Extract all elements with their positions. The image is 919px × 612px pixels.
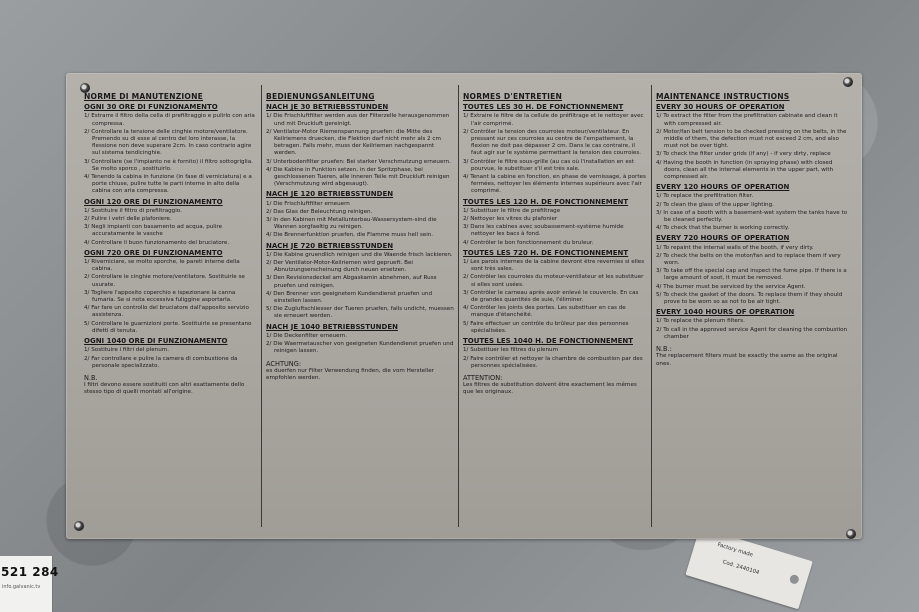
list-item: 4/ Contrôler le bon fonctionnement du bruleur. — [463, 239, 594, 246]
maintenance-plate — [66, 73, 862, 539]
instruction-list — [266, 113, 454, 188]
barcode-sticker — [0, 556, 59, 612]
screw-icon — [843, 77, 853, 87]
list-item: 1/ To replace the prefiltration filter. — [656, 193, 754, 200]
section-heading: TOUTES LES 30 H. DE FONCTIONNEMENT — [463, 103, 624, 112]
screw-icon — [846, 529, 856, 539]
list-item: 2/ To check the belts on the motor/fan and to replace them if very worn. — [656, 252, 841, 267]
section-heading: OGNI 1040 ORE DI FUNZIONAMENTO — [84, 337, 228, 346]
list-item: 1/ Riverniciare, se molto sporche, le pareti interne della cabina. — [84, 259, 240, 273]
list-item: 1/ Estrarre il filtro della cella di prefiltraggio e pulirlo con aria compressa. — [84, 113, 255, 127]
section-heading: TOUTES LES 720 H. DE FONCTIONNEMENT — [463, 248, 629, 257]
list-item: 3/ Negli impianti con basamento ad acqua, pulire accuratamente le vasche — [84, 224, 223, 238]
note-text: Les filtres de substitution doivent être exactement les mêmes que les originaux. — [463, 382, 637, 396]
section-heading: EVERY 30 HOURS OF OPERATION — [656, 103, 785, 112]
list-item: 3/ To check the filter under grids (if any) - if very dirty, replace — [656, 151, 831, 158]
list-item: 2/ Das Glas der Beleuchtung reinigen. — [266, 208, 373, 215]
screw-icon — [74, 521, 84, 531]
section-heading: NACH JE 1040 BETRIEBSSTUNDEN — [266, 322, 398, 331]
section-heading: NACH JE 30 BETRIEBSSTUNDEN — [266, 103, 389, 112]
list-item: 2/ Far controllare e pulire la camera di combustione da personale specializzato. — [84, 355, 238, 369]
section-heading: TOUTES LES 1040 H. DE FONCTIONNEMENT — [463, 337, 634, 346]
list-item: 4/ Die Kabine in Funktion setzen, in der Spritzphase, bei geschlossenen Tueren, alle inneren Teile mit Druckluft reinigen (Verschmutzung wird abgesaugt). — [266, 166, 450, 188]
list-item: 5/ Faire effectuer un contrôle du brûleur par des personnes spécialisées. — [463, 320, 629, 334]
paper-tag — [685, 527, 812, 609]
column-divider — [651, 85, 652, 527]
list-item: 2/ To call in the approved service Agent for cleaning the combustion chamber — [656, 326, 848, 340]
column-divider — [261, 85, 262, 527]
instruction-list — [266, 333, 454, 356]
list-item: 3/ In den Kabinen mit Metallunterbau-Wassersystem-sind die Wannen sorgfaeltig zu reinigen. — [266, 217, 437, 231]
column-french — [463, 93, 647, 525]
list-item: 2/ Pulire i vetri delle plafoniere. — [84, 216, 172, 223]
instruction-list — [656, 113, 848, 181]
list-item: 4/ Controllare il buon funzionamento del bruciatore. — [84, 239, 230, 246]
instruction-list — [656, 245, 848, 307]
list-item: 2/ Contrôler la tension des courroies moteur/ventilateur. En pressant sur ces courroies au centre de l'empattement, la flexion ne doit pas dépasser 2 cm. Dans le cas contraire, il faut agir sur le système permettant la tension des courroies. — [463, 128, 642, 157]
note-heading: N.B. — [84, 373, 98, 382]
list-item: 3/ Unterbodenfilter pruefen: Bei starker Verschmutzung erneuern. — [266, 158, 451, 165]
note-heading: N.B.: — [656, 345, 672, 354]
tag-hole — [789, 574, 800, 585]
list-item: 1/ Die Frischluftfilter erneuern — [266, 200, 350, 207]
instruction-list — [463, 208, 647, 247]
list-item: 1/ Die Deckenfilter erneuern. — [266, 332, 348, 339]
list-item: 1/ Substituer les filtres du plenum — [463, 347, 559, 354]
list-item: 4/ Having the booth in function (in spraying phase) with closed doors, clean all the internal elements in the upper part, with compressed air. — [656, 159, 834, 181]
list-item: 4/ Tenendo la cabina in funzione (in fase di verniciatura) e a porte chiuse, pulire tutte le parti interne in alto della cabina con aria compressa. — [84, 174, 252, 195]
list-item: 2/ To clean the glass of the upper lighting. — [656, 201, 774, 208]
instruction-list — [463, 113, 647, 195]
column-english — [656, 93, 848, 525]
tag-line-1: Factory made — [716, 542, 754, 559]
list-item: 1/ Sostituire il filtro di prefiltraggio. — [84, 207, 182, 214]
list-item: 5/ Die Zugluftschliesser der Tueren pruefen, falls undicht, muessen sie erneuert werden. — [266, 306, 454, 320]
screw-icon — [80, 83, 90, 93]
instruction-list — [84, 347, 256, 370]
note-text: I filtri devono essere sostituiti con altri esattamente dello stesso tipo di quelli montati all'origine. — [84, 382, 245, 396]
list-item: 1/ Les parois internes de la cabine devront être revernies si elles sont très sales. — [463, 259, 645, 273]
column-divider — [458, 85, 459, 527]
instruction-list — [266, 252, 454, 321]
instruction-list — [84, 208, 256, 247]
section-heading: NACH JE 120 BETRIEBSSTUNDEN — [266, 190, 394, 199]
list-item: 2/ Contrôler les courroies du moteur-ventilateur et les substituer si elles sont usées. — [463, 274, 644, 288]
section-heading: EVERY 120 HOURS OF OPERATION — [656, 183, 790, 192]
tag-line-2: Cod. 2440104 — [721, 559, 760, 577]
list-item: 3/ Den Revisionsdeckel am Abgaskamin abnehmen, auf Russ pruefen und reinigen. — [266, 275, 437, 289]
instruction-list — [84, 113, 256, 195]
instruction-list — [656, 193, 848, 232]
note-heading: ATTENTION: — [463, 373, 503, 382]
sticker-small-text: info.galvanic.tv — [2, 584, 41, 590]
column-italian — [84, 93, 256, 525]
list-item: 2/ Nettoyer les vitres du plafonier — [463, 216, 558, 223]
section-heading: OGNI 30 ORE DI FUNZIONAMENTO — [84, 103, 218, 112]
list-item: 4/ To check that the burner is working correctly. — [656, 225, 790, 232]
section-heading: EVERY 720 HOURS OF OPERATION — [656, 234, 790, 243]
note-text: es duerfen nur Filter Verwendung finden, die vom Hersteller empfohlen werden. — [266, 367, 434, 381]
instruction-list — [656, 318, 848, 341]
section-heading: OGNI 720 ORE DI FUNZIONAMENTO — [84, 248, 223, 257]
sticker-number: 521 284 — [1, 565, 59, 579]
list-item: 1/ To extract the filter from the prefiltration cabinate and clean it with compressed air. — [656, 113, 838, 127]
list-item: 2/ Ventilator-Motor Riemenspannung pruefen: die Mitte des Keilriemens druecken, die Flektion darf nicht mehr als 2 cm betragen. Falls mehr, muss der Keilriemen nachgespannt werden. — [266, 128, 441, 157]
list-item: 4/ Den Brenner von geeignetem Kundendienst pruefen und einstellen lassen. — [266, 290, 433, 305]
list-item: 4/ Tenant la cabine en fonction, en phase de vernissage, à portes fermées, nettoyer les éléments internes supérieurs avec l'air comprimé. — [463, 174, 646, 195]
column-german — [266, 93, 454, 525]
list-item: 2/ Faire contrôler et nettoyer la chambre de combustion par des personnes spécialisées. — [463, 355, 643, 369]
list-item: 4/ Die Brennerfunktion pruefen, die Flamme muss hell sein. — [266, 232, 434, 239]
list-item: 3/ Contrôler le carneau après avoir enlevé le couvercle. En cas de grandes quantités de suie, l'éliminer. — [463, 289, 639, 304]
section-heading: EVERY 1040 HOURS OF OPERATION — [656, 308, 795, 317]
column-title: MAINTENANCE INSTRUCTIONS — [656, 93, 790, 101]
instruction-list — [463, 347, 647, 370]
list-item: 3/ Dans les cabines avec soubassement-système humide nettoyer les bacs à fond. — [463, 224, 624, 238]
instruction-list — [463, 259, 647, 335]
instruction-list — [266, 201, 454, 240]
list-item: 2/ Motor/fan belt tension to be checked pressing on the belts, in the middle of them, the defection must not exceed 2 cm, and also must not be over tight. — [656, 128, 847, 150]
list-item: 5/ Controllare le guarnizioni porte. Sostituirle se presentano difetti di tenuta. — [84, 320, 252, 334]
instruction-list — [84, 259, 256, 335]
list-item: 1/ Substituer le filtre de préfiltrage — [463, 207, 561, 214]
list-item: 4/ Far fare un controllo del bruciatore dall'apposito servizio assistenza. — [84, 305, 249, 319]
list-item: 3/ In case of a booth with a basement-wet system the tanks have to be cleaned perfectly. — [656, 209, 848, 224]
list-item: 1/ Die Kabine gruendlich reinigen und die Waende frisch lackieren. — [266, 251, 453, 258]
list-item: 3/ Controllare (se l'impianto ne è fornito) il filtro sottogriglia. Se molto sporco , sostituirlo. — [84, 158, 253, 172]
list-item: 2/ Der Ventilator-Motor-Keilriemen wird geprueft. Bei Abnutzungserscheinung durch neuen ersetzen. — [266, 260, 413, 274]
list-item: 2/ Controllare le cinghie motore/ventilatore. Sostituirle se usurate. — [84, 274, 245, 288]
list-item: 3/ To take off the special cap and inspect the fume pipe. If there is a large amount of soot, it must be removed. — [656, 268, 847, 282]
list-item: 3/ Contrôler le filtre sous-grille (au cas où l'installation en est pourvue, le substituer s'il est très sale. — [463, 158, 634, 172]
column-title: NORME DI MANUTENZIONE — [84, 93, 204, 101]
list-item: 2/ Die Waermetauscher von geeigneten Kundendienst pruefen und reinigen lassen. — [266, 341, 454, 355]
column-title: BEDIENUNGSANLEITUNG — [266, 93, 375, 101]
list-item: 1/ To replace the plenum filters. — [656, 318, 745, 325]
list-item: 4/ The burner must be serviced by the service Agent. — [656, 283, 806, 290]
note-text: The replacement filters must be exactly the same as the original ones. — [656, 353, 838, 367]
list-item: 4/ Contrôler les joints des portes. Les substituer en cas de manque d'étanchéité. — [463, 305, 626, 319]
list-item: 1/ To repaint the internal walls of the booth, if very dirty. — [656, 244, 814, 251]
list-item: 5/ To check the gasket of the doors. To replace them if they should prove to be worn so as not to be air tight. — [656, 291, 843, 306]
section-heading: TOUTES LES 120 H. DE FONCTIONNEMENT — [463, 197, 629, 206]
list-item: 1/ Sostituire i filtri del plenum. — [84, 347, 169, 354]
list-item: 2/ Controllare la tensione delle cinghie motore/ventilatore. Premendo su di esse al centro del loro interasse, la flessione non deve superare 2cm. In caso contrario agire sul sistema tendicinghie. — [84, 128, 252, 157]
list-item: 1/ Extraire le filtre de la cellule de préfiltrage et le nettoyer avec l'air comprimé. — [463, 113, 644, 127]
note-heading: ACHTUNG: — [266, 359, 302, 368]
column-title: NORMES D'ENTRETIEN — [463, 93, 563, 101]
list-item: 1/ Die Frischluftfilter werden aus der Filterzelle herausgenommen und mit Druckluft gereinigt. — [266, 113, 450, 127]
section-heading: OGNI 120 ORE DI FUNZIONAMENTO — [84, 197, 223, 206]
section-heading: NACH JE 720 BETRIEBSSTUNDEN — [266, 241, 394, 250]
list-item: 3/ Togliere l'apposito coperchio e ispezionare la canna fumaria. Se si nota eccessiva fuliggine asportarla. — [84, 289, 236, 304]
